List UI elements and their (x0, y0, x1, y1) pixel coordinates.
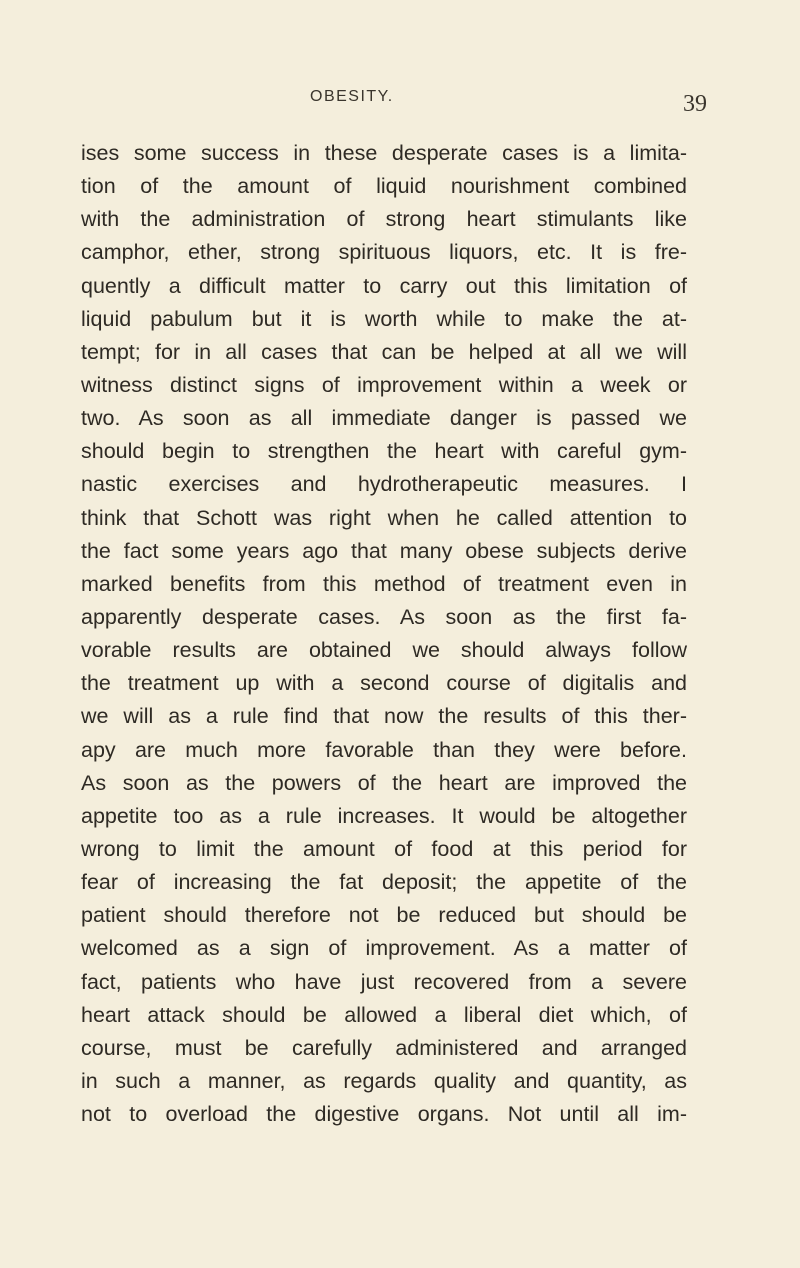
text-line: patient should therefore not be reduced but should be (81, 903, 687, 928)
page-number: 39 (683, 91, 707, 117)
text-line: camphor, ether, strong spirituous liquors, etc. It is fre- (81, 240, 687, 265)
body-text (81, 137, 687, 1131)
text-line: welcomed as a sign of improvement. As a matter of (81, 936, 687, 961)
text-line: tempt; for in all cases that can be helped at all we will (81, 339, 687, 364)
text-line: think that Schott was right when he called attention to (81, 505, 687, 530)
text-line: fact, patients who have just recovered from a severe (81, 969, 687, 994)
text-line: apy are much more favorable than they were before. (81, 737, 687, 762)
running-head: OBESITY. (310, 88, 394, 105)
text-line: the treatment up with a second course of digitalis and (81, 671, 687, 696)
text-line: tion of the amount of liquid nourishment combined (81, 174, 687, 199)
text-line: ises some success in these desperate cases is a limita- (81, 141, 687, 165)
text-line: we will as a rule find that now the results of this ther- (81, 704, 687, 729)
text-line: witness distinct signs of improvement within a week or (81, 372, 687, 397)
text-line: heart attack should be allowed a liberal diet which, of (81, 1002, 687, 1027)
text-line: marked benefits from this method of treatment even in (81, 571, 687, 596)
text-line: course, must be carefully administered and arranged (81, 1035, 687, 1060)
text-line: fear of increasing the fat deposit; the appetite of the (81, 870, 687, 895)
text-line: quently a difficult matter to carry out this limitation of (81, 273, 687, 298)
text-line: with the administration of strong heart stimulants like (81, 207, 687, 232)
text-line: vorable results are obtained we should always follow (81, 638, 687, 663)
text-line: liquid pabulum but it is worth while to make the at- (81, 306, 687, 331)
text-line: appetite too as a rule increases. It would be altogether (81, 803, 687, 828)
text-line: in such a manner, as regards quality and quantity, as (81, 1068, 687, 1093)
text-line: wrong to limit the amount of food at this period for (81, 836, 687, 861)
text-line: should begin to strengthen the heart with careful gym- (81, 439, 687, 464)
text-line: As soon as the powers of the heart are improved the (81, 770, 687, 795)
text-line: the fact some years ago that many obese subjects derive (81, 538, 687, 563)
text-line: nastic exercises and hydrotherapeutic measures. I (81, 472, 687, 497)
text-line: two. As soon as all immediate danger is passed we (81, 406, 687, 431)
text-line: not to overload the digestive organs. Not until all im- (81, 1102, 687, 1127)
text-line: apparently desperate cases. As soon as the first fa- (81, 604, 687, 629)
